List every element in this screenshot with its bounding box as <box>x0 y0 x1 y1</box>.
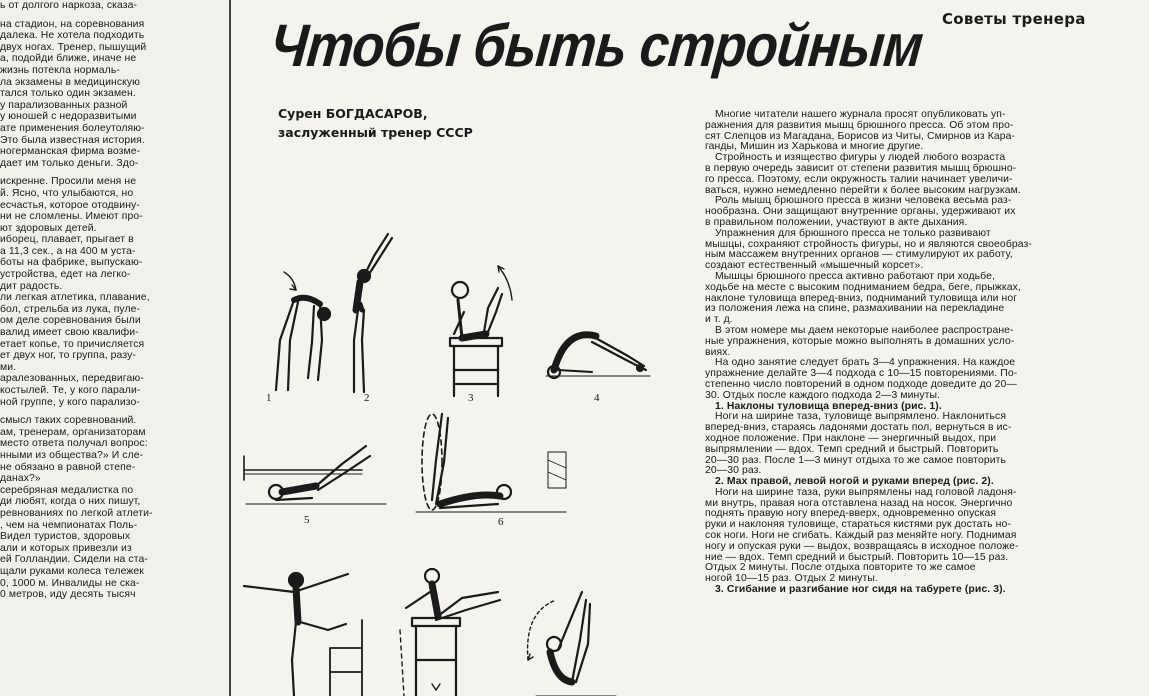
article-line: создают естественный «мышечный корсет». <box>705 260 924 272</box>
article-line: упражнение делайте 3—4 подхода с 10—15 повторениями. По- <box>705 368 1018 380</box>
left-column-line: Это была известная история. <box>0 134 145 146</box>
left-column-line: ь от долгого наркоза, сказа- <box>0 0 138 11</box>
left-column-line: ми. <box>0 361 17 373</box>
figure-3-stool-knee-raise <box>450 266 512 396</box>
figure-label-2: 2 <box>364 392 370 404</box>
article-line: Роль мышц брюшного пресса в жизни человека весьма раз- <box>715 195 1012 207</box>
figure-4-plough <box>546 335 650 378</box>
exercise-figures-icon <box>236 220 696 696</box>
left-column-line: бол, стрельба из лука, пуле- <box>0 303 141 315</box>
left-column-line: а, подойди ближе, иначе не <box>0 53 137 65</box>
left-column-line: ли легкая атлетика, плавание, <box>0 292 150 304</box>
left-column-line: дает им только деньги. Здо- <box>0 157 139 169</box>
left-column-line: тался только один экзамен. <box>0 88 136 100</box>
left-column-line: смысл таких соревнований. <box>0 415 137 427</box>
article-line: ходное положение. При наклоне — энергичный выдох, при <box>705 432 997 444</box>
left-column-line: дит радость. <box>0 280 63 292</box>
left-column-line: далека. Не хотела подходить <box>0 30 145 42</box>
left-column-line: етает копье, то причисляется <box>0 338 145 350</box>
article-line: 20—30 раз. После 1—3 минут отдыха то же самое повторить <box>705 454 1007 466</box>
left-column-line: не обязано в равной степе- <box>0 461 136 473</box>
article-line: ражнения для развития мышц брюшного пресса. Об этом про- <box>705 119 1014 131</box>
article-line: выпрямлении — вдох. Темп средний и быстрый. Повторить <box>705 443 999 455</box>
article-line: 30. Отдых после каждого подхода 2—3 минуты. <box>705 389 941 401</box>
left-column-line: устройства, едет на легко- <box>0 269 131 281</box>
left-column-line: ни не сломлены. Имеют про- <box>0 211 143 223</box>
left-column-line: костылей. Те, у кого парали- <box>0 385 141 396</box>
article-line: ходьбе на месте с высоким подниманием бедра, беге, прыжках, <box>705 281 1021 293</box>
left-column-line: ной группе, у кого парализо- <box>0 396 140 408</box>
article-line: в правильном положении, участвуют в акте дыхания. <box>705 216 968 228</box>
article-line: поднять правую ногу вперед-вверх, одновременно опуская <box>705 508 997 520</box>
figure-5-leg-raise <box>244 446 386 504</box>
column-divider <box>229 0 231 696</box>
left-column-line: место ответа получал вопрос: <box>0 438 148 450</box>
article-line: 20—30 раз. <box>705 465 762 477</box>
author-title: заслуженный тренер СССР <box>278 125 473 140</box>
left-column-line: 0 метров, иду десять тысяч <box>0 589 136 601</box>
article-line: ми внутрь, правая нога отставлена назад на носок. Энергично <box>705 497 1013 509</box>
article-line: ногу и опуская руки — выдох, возвращаясь в исходное положе- <box>705 540 1019 552</box>
article-line: 1. Наклоны туловища вперед-вниз (рис. 1). <box>715 400 942 412</box>
figure-6-leg-circle <box>416 414 566 512</box>
left-column-line: на стадион, на соревнования <box>0 18 145 30</box>
left-column-line: а 11,3 сек., а на 400 м уста- <box>0 245 136 257</box>
figure-label-6: 6 <box>498 516 504 528</box>
left-column-line <box>0 408 226 415</box>
article-line: виях. <box>705 346 731 358</box>
left-column-line: ет двух ног, то группа, разу- <box>0 350 136 362</box>
article-line: ногой 10—15 раз. Отдых 2 минуты. <box>705 573 878 585</box>
left-column-line: у юношей с недоразвитыми <box>0 111 137 123</box>
figure-7-chair-leg-swing <box>244 573 362 696</box>
left-column-line: ла экзамены в медицинскую <box>0 76 141 88</box>
left-column-line: ом деле соревнования были <box>0 315 141 327</box>
left-column-line: ют здоровых детей. <box>0 222 97 234</box>
left-column-line: жизнь потекла нормаль- <box>0 64 120 76</box>
article-line: и т. д. <box>705 314 733 326</box>
article-line: в первую очередь зависит от степени развития мышц брюшно- <box>705 162 1017 174</box>
left-column-line: ди любят, когда о них пишут, <box>0 496 141 508</box>
article-line: Ноги на ширине таза, руки выпрямлены над головой ладоня- <box>715 486 1017 498</box>
left-column-line: щали руками колеса тележек <box>0 565 144 577</box>
article-line: Отдых 2 минуты. После отдыха повторите то же самое <box>705 562 976 574</box>
article-line: Упражнения для брюшного пресса не только развивают <box>715 227 991 239</box>
left-column-line: аралезованных, передвигаю- <box>0 373 144 385</box>
article-line: степенно число повторений в одном подходе доведите до 20— <box>705 378 1017 390</box>
figure-1-forward-bend <box>276 272 330 390</box>
left-column-line: валид имеет свою квалифи- <box>0 327 139 339</box>
article-line: ваться, нужно немедленно перейти к более высоким нагрузкам. <box>705 184 1021 196</box>
left-column-line: ногерманская фирма возме- <box>0 146 141 158</box>
left-column-line: у парализованных разной <box>0 99 128 111</box>
article-line: мышцы, сохраняют стройность фигуры, но и являются своеобраз- <box>705 238 1032 250</box>
left-column-line: 0, 1000 м. Инвалиды не ска- <box>0 577 140 589</box>
left-column-line: ревнованиях по легкой атлети- <box>0 507 153 519</box>
left-column-line: искренне. Просили меня не <box>0 176 137 188</box>
figure-label-4: 4 <box>594 392 600 404</box>
article-line: го пресса. Поэтому, если окружность талии начинает увеличи- <box>705 173 1013 185</box>
article-line: Стройность и изящество фигуры у людей любого возраста <box>715 152 1006 164</box>
figure-label-3: 3 <box>468 392 474 404</box>
left-column-line <box>0 169 226 176</box>
left-column-line: иборец, плавает, прыгает в <box>0 234 134 246</box>
article-line: 2. Мах правой, левой ногой и руками вперед (рис. 2). <box>715 476 994 488</box>
left-column-line: , чем на чемпионатах Поль- <box>0 519 138 531</box>
article-body <box>705 110 1085 696</box>
figure-8-stool-leg-lift <box>400 569 500 696</box>
article-title: Чтобы быть стройным <box>267 12 926 79</box>
author-name: Сурен БОГДАСАРОВ, <box>278 106 428 121</box>
article-line: 3. Сгибание и разгибание ног сидя на табурете (рис. 3). <box>715 584 1006 596</box>
author-block <box>278 104 473 142</box>
article-line: сок ноги. Ноги не сгибать. Каждый раз меняйте ногу. Поднимая <box>705 530 1017 542</box>
article-line: ние — вдох. Темп средний и быстрый. Повторить 10—15 раз. <box>705 551 1009 563</box>
section-label: Советы тренера <box>942 10 1086 28</box>
article-line: сят Слепцов из Магадана, Борисов из Читы, Смирнов из Кара- <box>705 130 1016 142</box>
left-column-line: двух ногах. Тренер, пышущий <box>0 41 147 53</box>
left-column-line: серебряная медалистка по <box>0 484 134 496</box>
article-line: На одно занятие следует брать 3—4 упражнения. На каждое <box>715 357 1016 369</box>
figure-label-5: 5 <box>304 514 310 526</box>
figure-9-v-up <box>528 592 616 696</box>
article-line: Многие читатели нашего журнала просят опубликовать уп- <box>715 110 1006 120</box>
article-line: В этом номере мы даем некоторые наиболее распростране- <box>715 324 1014 336</box>
article-line: вперед-вниз, стараясь ладонями достать пол, вернуться в ис- <box>705 422 1012 434</box>
left-column-line: боты на фабрике, выпускаю- <box>0 257 143 269</box>
left-column-line: й. Ясно, что улыбаются, но <box>0 187 134 199</box>
article-line: ные упражнения, которые можно выполнять в домашних усло- <box>705 335 1015 347</box>
article-line: ным массажем внутренних органов — стимулируют их работу, <box>705 249 1013 261</box>
left-column-line: ам, тренерам, организаторам <box>0 426 146 438</box>
figure-label-1: 1 <box>266 392 272 404</box>
left-column-line: данах?» <box>0 473 41 485</box>
left-column-line: али и которых привезли из <box>0 542 132 554</box>
article-line: Ноги на ширине таза, туловище выпрямлено. Наклониться <box>715 411 1007 423</box>
left-column-line: нными из общества?» И сле- <box>0 449 144 461</box>
article-line: наклоне туловища вперед-вниз, подниманий туловища или ног <box>705 292 1018 304</box>
left-column-line <box>0 12 226 19</box>
article-line: ганды, Мишин из Харькова и многие другие. <box>705 141 924 153</box>
left-column-line: ей Голландии. Сидели на ста- <box>0 554 148 566</box>
figure-2-arm-swing <box>354 234 392 392</box>
left-column-line: Видел туристов, здоровых <box>0 531 131 543</box>
article-line: Мышцы брюшного пресса активно работают при ходьбе, <box>715 270 995 282</box>
left-column-line: есчастья, которое отодвину- <box>0 199 140 211</box>
article-line: из положения лежа на спине, размахивании на перекладине <box>705 303 1005 315</box>
left-column-line: ате применения болеутоляю- <box>0 122 145 134</box>
article-line: нообразна. Они защищают внутренние органы, удерживают их <box>705 206 1016 218</box>
article-line: руки и наклоняя туловище, стараться кистями рук достать но- <box>705 519 1011 531</box>
exercise-illustrations <box>236 220 696 696</box>
previous-article-column <box>0 0 226 696</box>
